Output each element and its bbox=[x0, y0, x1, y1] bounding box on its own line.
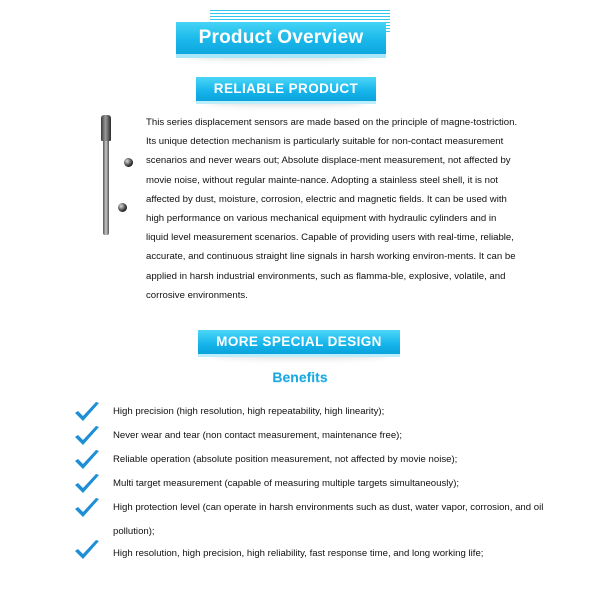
product-description bbox=[146, 113, 518, 305]
checkmark-icon bbox=[74, 425, 100, 447]
benefit-text: High protection level (can operate in harsh environments such as dust, water vapor, corrosion, and oil pollution); bbox=[113, 502, 544, 537]
magnet-ring-icon bbox=[124, 158, 133, 167]
reliable-product-heading: RELIABLE PRODUCT bbox=[196, 77, 376, 101]
description-text: This series displacement sensors are made based on the principle of magne-tostriction. Its unique detection mechanism is particularly suitable for non-contact measurement scenarios and never wears out; Absolute displace-ment measurement, not affected by movie noise, without regular mainte-nance. Adopting a stainless steel shell, it is not affected by dust, moisture, corrosion, electric and magnetic fields. It can be used with high performance on various mechanical equipment with hydraulic cylinders and in liquid level measurement scenarios. Capable of providing users with real-time, reliable, accurate, and continuous straight line signals in harsh working environ-ments. It can be applied in harsh industrial environments, such as flamma-ble, explosive, volatile, and corrosive environments. bbox=[146, 117, 518, 301]
checkmark-icon bbox=[74, 401, 100, 423]
checkmark-icon bbox=[74, 449, 100, 471]
benefit-text: High resolution, high precision, high reliability, fast response time, and long working life; bbox=[113, 548, 484, 559]
checkmark-icon bbox=[74, 473, 100, 495]
page-title: Product Overview bbox=[176, 22, 386, 54]
checkmark-icon bbox=[74, 497, 100, 519]
benefits-title: Benefits bbox=[272, 369, 328, 385]
checkmark-icon bbox=[74, 539, 100, 561]
special-design-heading: MORE SPECIAL DESIGN bbox=[198, 330, 400, 354]
magnet-ring-icon bbox=[118, 203, 127, 212]
benefit-text: Multi target measurement (capable of measuring multiple targets simultaneously); bbox=[113, 478, 460, 489]
benefit-text: Reliable operation (absolute position measurement, not affected by movie noise); bbox=[113, 454, 458, 465]
sensor-rod-icon bbox=[102, 115, 110, 235]
benefit-text: High precision (high resolution, high repeatability, high linearity); bbox=[113, 406, 385, 417]
benefit-text: Never wear and tear (non contact measurement, maintenance free); bbox=[113, 430, 403, 441]
